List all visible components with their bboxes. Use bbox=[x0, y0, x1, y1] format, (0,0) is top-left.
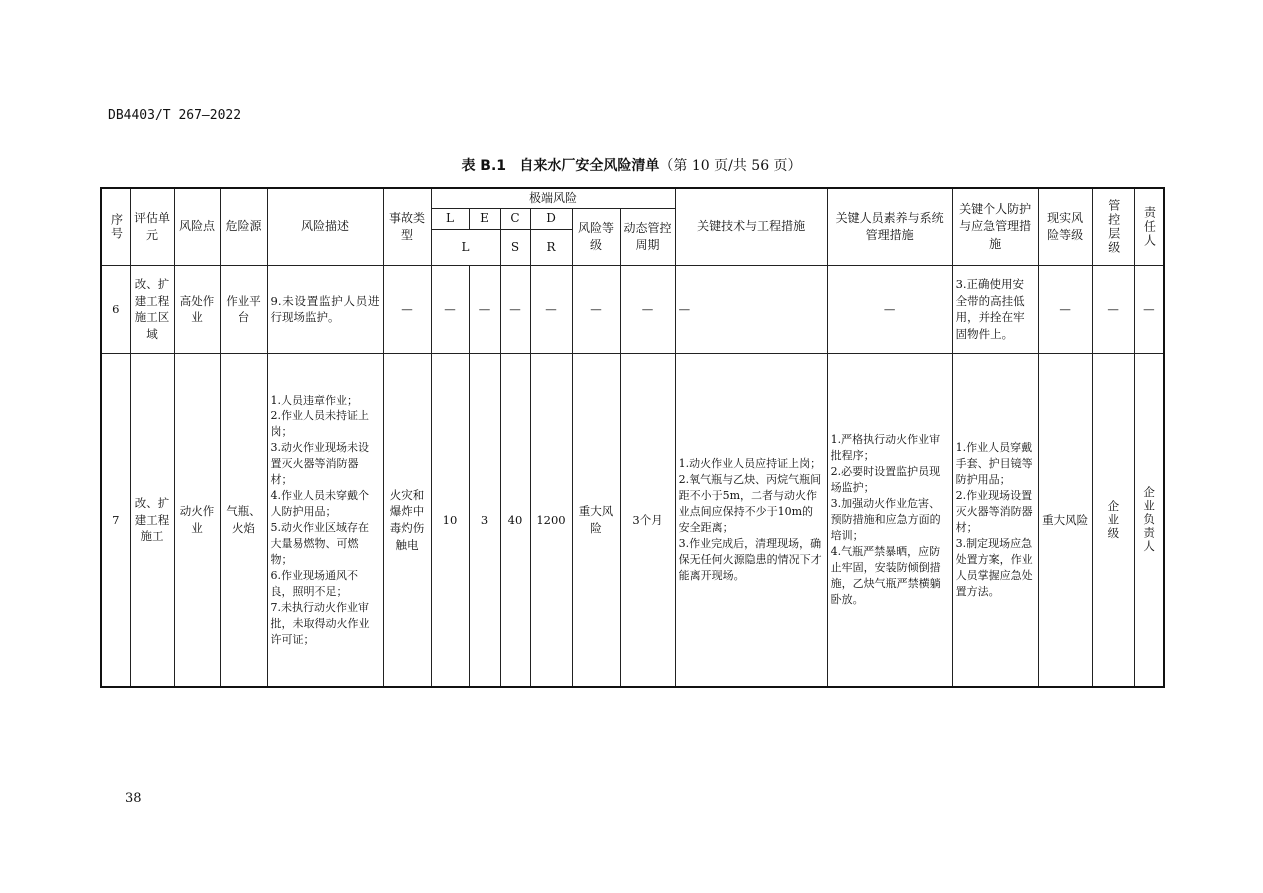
cell-mgmt: 1.严格执行动火作业审批程序； 2.必要时设置监护员现场监护； 3.加强动火作业危害、预防措施和应急方面的培训； 4.气瓶严禁暴晒，应防止牢固，安装防倾倒措施，乙炔气瓶严禁横躺卧放。 bbox=[827, 353, 952, 687]
cell-D: 1200 bbox=[530, 353, 572, 687]
cell-resp: 企业负责人 bbox=[1134, 353, 1164, 687]
cell-L: 10 bbox=[431, 353, 469, 687]
col-D: D bbox=[530, 209, 572, 229]
table-row bbox=[101, 353, 1164, 687]
cell-E: 3 bbox=[469, 353, 500, 687]
cell-desc: 1.人员违章作业； 2.作业人员未持证上岗； 3.动火作业现场未设置灭火器等消防器材； 4.作业人员未穿戴个人防护用品； 5.动火作业区域存在大量易燃物、可燃物； 6.作业现场通风不良，照明不足； 7.未执行动火作业审批，未取得动火作业许可证； bbox=[267, 353, 383, 687]
risk-table bbox=[100, 187, 1165, 688]
cell-mgmt: — bbox=[827, 265, 952, 353]
cell-E: — bbox=[469, 265, 500, 353]
table-page-info: （第 10 页/共 56 页） bbox=[659, 158, 802, 174]
page-number: 38 bbox=[125, 791, 142, 806]
cell-point: 高处作业 bbox=[174, 265, 220, 353]
cell-level: 重大风险 bbox=[572, 353, 620, 687]
cell-real: — bbox=[1038, 265, 1092, 353]
document-id: DB4403/T 267—2022 bbox=[108, 108, 242, 123]
cell-unit: 改、扩建工程施工区域 bbox=[130, 265, 174, 353]
col-S: S bbox=[500, 229, 530, 265]
cell-C: 40 bbox=[500, 353, 530, 687]
col-ctrl: 管控层级 bbox=[1092, 188, 1134, 265]
col-accident: 事故类型 bbox=[383, 188, 431, 265]
cell-unit: 改、扩建工程施工 bbox=[130, 353, 174, 687]
cell-ppe: 1.作业人员穿戴手套、护目镜等防护用品； 2.作业现场设置灭火器等消防器材； 3.制定现场应急处置方案，作业人员掌握应急处置方法。 bbox=[952, 353, 1038, 687]
cell-tech: 1.动火作业人员应持证上岗； 2.氧气瓶与乙炔、丙烷气瓶间距不小于5m，二者与动火作业点间应保持不少于10m的安全距离； 3.作业完成后，清理现场，确保无任何火源隐患的情况下才能离开现场。 bbox=[675, 353, 827, 687]
col-L2: L bbox=[431, 229, 500, 265]
cell-D: — bbox=[530, 265, 572, 353]
table-row bbox=[101, 265, 1164, 353]
cell-hazard: 作业平台 bbox=[220, 265, 267, 353]
col-desc: 风险描述 bbox=[267, 188, 383, 265]
col-point: 风险点 bbox=[174, 188, 220, 265]
cell-C: — bbox=[500, 265, 530, 353]
cell-accident: — bbox=[383, 265, 431, 353]
cell-cycle: 3个月 bbox=[620, 353, 675, 687]
cell-hazard: 气瓶、火焰 bbox=[220, 353, 267, 687]
cell-real: 重大风险 bbox=[1038, 353, 1092, 687]
col-L: L bbox=[431, 209, 469, 229]
col-ppe: 关键个人防护与应急管理措施 bbox=[952, 188, 1038, 265]
table-label: 表 B.1 bbox=[461, 158, 507, 174]
col-extreme: 极端风险 bbox=[431, 188, 675, 209]
col-cycle: 动态管控周期 bbox=[620, 209, 675, 265]
cell-L: — bbox=[431, 265, 469, 353]
cell-ctrl: — bbox=[1092, 265, 1134, 353]
table-caption bbox=[0, 155, 1263, 175]
cell-ctrl: 企业级 bbox=[1092, 353, 1134, 687]
cell-accident: 火灾和爆炸中毒灼伤触电 bbox=[383, 353, 431, 687]
cell-point: 动火作业 bbox=[174, 353, 220, 687]
col-mgmt: 关键人员素养与系统管理措施 bbox=[827, 188, 952, 265]
cell-ppe: 3.正确使用安全带的高挂低用，并拴在牢固物件上。 bbox=[952, 265, 1038, 353]
cell-level: — bbox=[572, 265, 620, 353]
col-E: E bbox=[469, 209, 500, 229]
col-tech: 关键技术与工程措施 bbox=[675, 188, 827, 265]
cell-tech: — bbox=[675, 265, 827, 353]
cell-cycle: — bbox=[620, 265, 675, 353]
col-hazard: 危险源 bbox=[220, 188, 267, 265]
col-R: R bbox=[530, 229, 572, 265]
cell-seq: 6 bbox=[101, 265, 130, 353]
col-C: C bbox=[500, 209, 530, 229]
col-seq: 序号 bbox=[101, 188, 130, 265]
col-resp: 责任人 bbox=[1134, 188, 1164, 265]
cell-resp: — bbox=[1134, 265, 1164, 353]
cell-seq: 7 bbox=[101, 353, 130, 687]
col-real: 现实风险等级 bbox=[1038, 188, 1092, 265]
cell-desc: 9.未设置监护人员进行现场监护。 bbox=[267, 265, 383, 353]
col-level: 风险等级 bbox=[572, 209, 620, 265]
table-title: 自来水厂安全风险清单 bbox=[519, 158, 660, 174]
col-unit: 评估单元 bbox=[130, 188, 174, 265]
